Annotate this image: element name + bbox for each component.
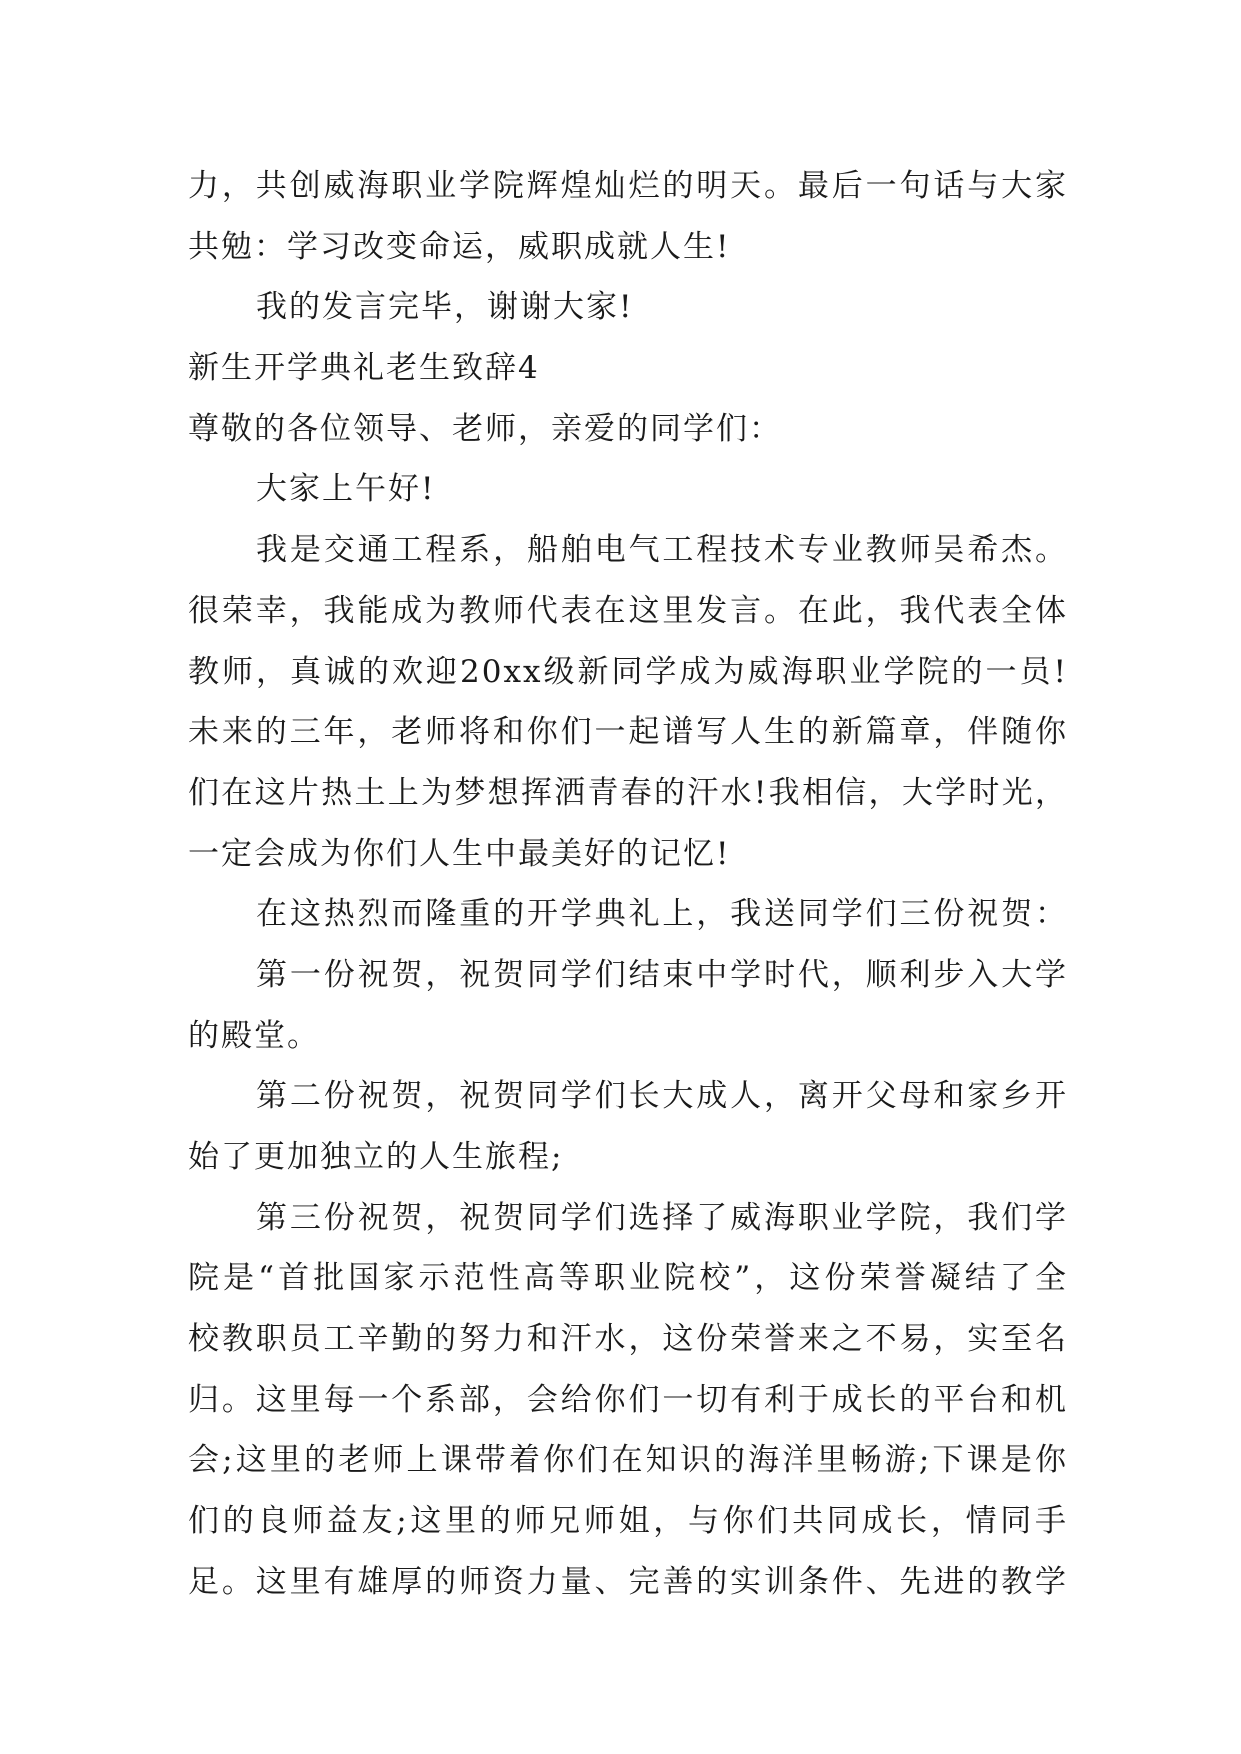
text-line: 足。这里有雄厚的师资力量、完善的实训条件、先进的教学 bbox=[188, 1563, 1068, 1600]
text-line: 教师，真诚的欢迎20xx级新同学成为威海职业学院的一员! bbox=[188, 653, 1068, 690]
salutation-line: 尊敬的各位领导、老师，亲爱的同学们： bbox=[188, 410, 782, 447]
text-line: 第三份祝贺，祝贺同学们选择了威海职业学院，我们学 bbox=[256, 1199, 1068, 1236]
text-line: 我是交通工程系，船舶电气工程技术专业教师吴希杰。 bbox=[256, 532, 1068, 569]
text-line: 的殿堂。 bbox=[188, 1017, 320, 1054]
text-line: 很荣幸，我能成为教师代表在这里发言。在此，我代表全体 bbox=[188, 592, 1068, 629]
text-line: 归。这里每一个系部，会给你们一切有利于成长的平台和机 bbox=[188, 1381, 1068, 1418]
text-line: 一定会成为你们人生中最美好的记忆! bbox=[188, 835, 731, 872]
greeting-line: 大家上午好! bbox=[256, 471, 436, 508]
text-line: 第二份祝贺，祝贺同学们长大成人，离开父母和家乡开 bbox=[256, 1078, 1068, 1115]
text-line: 在这热烈而隆重的开学典礼上，我送同学们三份祝贺： bbox=[256, 896, 1068, 933]
text-line: 力，共创威海职业学院辉煌灿烂的明天。最后一句话与大家 bbox=[188, 168, 1068, 204]
document-body bbox=[188, 156, 1068, 1613]
text-line: 第一份祝贺，祝贺同学们结束中学时代，顺利步入大学 bbox=[256, 956, 1068, 993]
text-line: 未来的三年，老师将和你们一起谱写人生的新篇章，伴随你 bbox=[188, 714, 1068, 751]
text-line: 校教职员工辛勤的努力和汗水，这份荣誉来之不易，实至名 bbox=[188, 1321, 1068, 1358]
section-heading: 新生开学典礼老生致辞4 bbox=[188, 350, 540, 387]
text-line: 始了更加独立的人生旅程; bbox=[188, 1139, 564, 1175]
text-line: 共勉：学习改变命运，威职成就人生! bbox=[188, 228, 731, 265]
text-line: 们的良师益友;这里的师兄师姐，与你们共同成长，情同手 bbox=[188, 1503, 1068, 1540]
text-line: 们在这片热土上为梦想挥洒青春的汗水!我相信，大学时光， bbox=[188, 774, 1068, 811]
text-line: 会;这里的老师上课带着你们在知识的海洋里畅游;下课是你 bbox=[188, 1442, 1068, 1479]
text-line: 院是“首批国家示范性高等职业院校”，这份荣誉凝结了全 bbox=[188, 1260, 1068, 1297]
text-line: 我的发言完毕，谢谢大家! bbox=[256, 289, 634, 326]
